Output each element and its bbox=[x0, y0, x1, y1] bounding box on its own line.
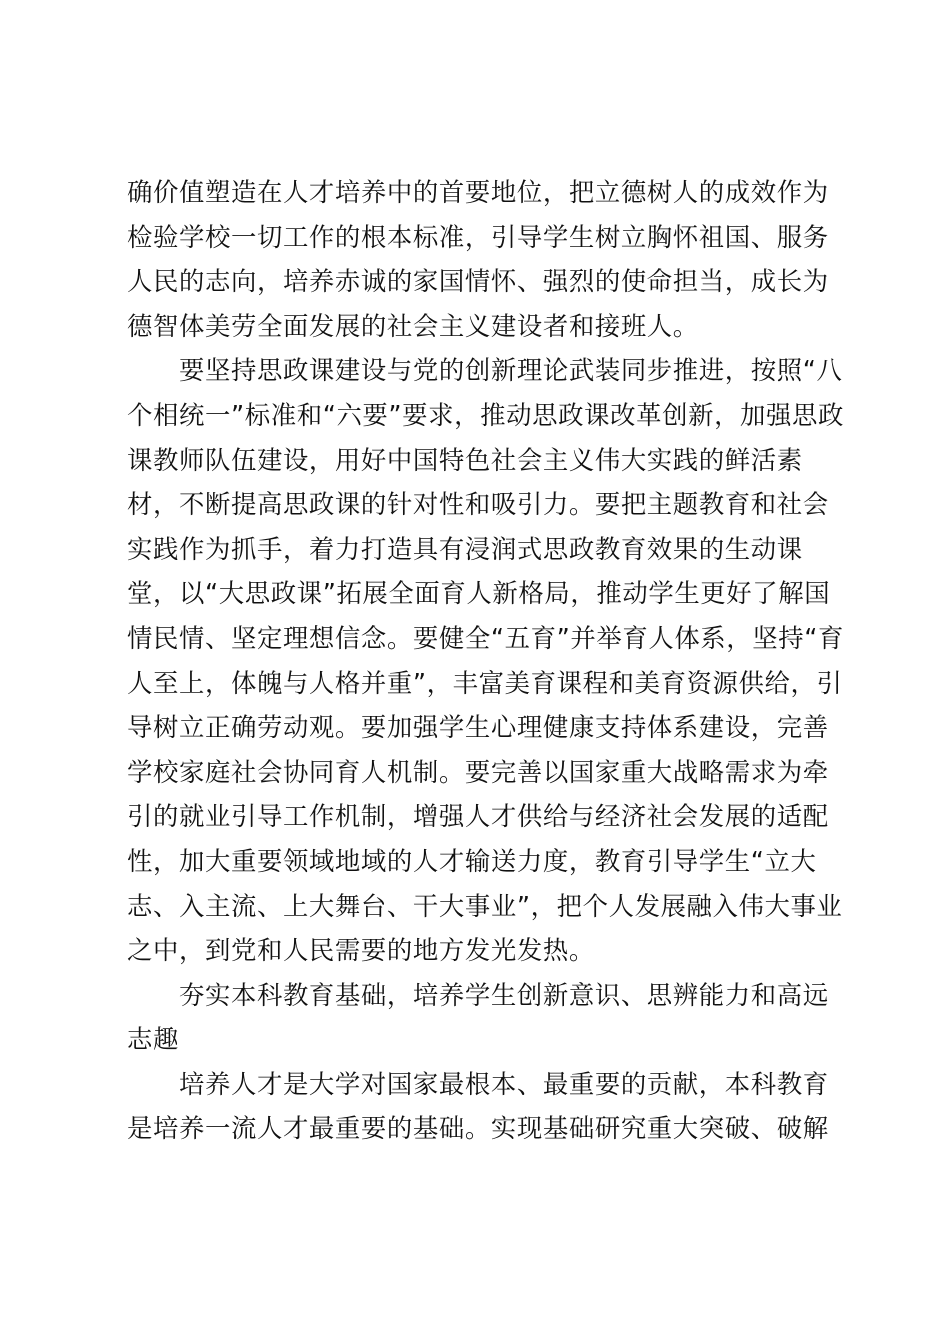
text-line: 材，不断提高思政课的针对性和吸引力。要把主题教育和社会 bbox=[127, 489, 829, 520]
text-line: 确价值塑造在人才培养中的首要地位，把立德树人的成效作为 bbox=[127, 177, 829, 207]
text-line: 情民情、坚定理想信念。要健全“五育”并举育人体系，坚持“育 bbox=[127, 622, 845, 653]
text-line: 堂，以“大思政课”拓展全面育人新格局，推动学生更好了解国 bbox=[127, 578, 831, 609]
text-line: 要坚持思政课建设与党的创新理论武装同步推进，按照“八 bbox=[127, 355, 843, 386]
text-line: 性，加大重要领域地域的人才输送力度，教育引导学生“立大 bbox=[127, 845, 817, 876]
text-line: 人民的志向，培养赤诚的家国情怀、强烈的使命担当，成长为 bbox=[127, 266, 829, 297]
text-line: 引的就业引导工作机制，增强人才供给与经济社会发展的适配 bbox=[127, 801, 829, 832]
text-line: 人至上，体魄与人格并重”，丰富美育课程和美育资源供给，引 bbox=[127, 667, 843, 698]
text-line: 德智体美劳全面发展的社会主义建设者和接班人。 bbox=[127, 310, 699, 341]
text-line: 个相统一”标准和“六要”要求，推动思政课改革创新，加强思政 bbox=[127, 399, 845, 430]
text-line: 培养人才是大学对国家最根本、最重要的贡献，本科教育 bbox=[127, 1068, 829, 1099]
text-line: 实践作为抓手，着力打造具有浸润式思政教育效果的生动课 bbox=[127, 533, 803, 564]
text-line: 学校家庭社会协同育人机制。要完善以国家重大战略需求为牵 bbox=[127, 756, 829, 787]
text-line: 之中，到党和人民需要的地方发光发热。 bbox=[127, 935, 595, 966]
text-line: 课教师队伍建设，用好中国特色社会主义伟大实践的鲜活素 bbox=[127, 444, 803, 475]
text-line: 是培养一流人才最重要的基础。实现基础研究重大突破、破解 bbox=[127, 1113, 829, 1144]
text-line: 导树立正确劳动观。要加强学生心理健康支持体系建设，完善 bbox=[127, 712, 829, 743]
body-text bbox=[127, 170, 845, 1151]
section-heading-line: 志趣 bbox=[127, 1024, 179, 1055]
text-line: 志、入主流、上大舞台、干大事业”，把个人发展融入伟大事业 bbox=[127, 890, 843, 921]
text-line: 检验学校一切工作的根本标准，引导学生树立胸怀祖国、服务 bbox=[127, 221, 829, 252]
section-heading-line: 夯实本科教育基础，培养学生创新意识、思辨能力和高远 bbox=[127, 979, 829, 1010]
